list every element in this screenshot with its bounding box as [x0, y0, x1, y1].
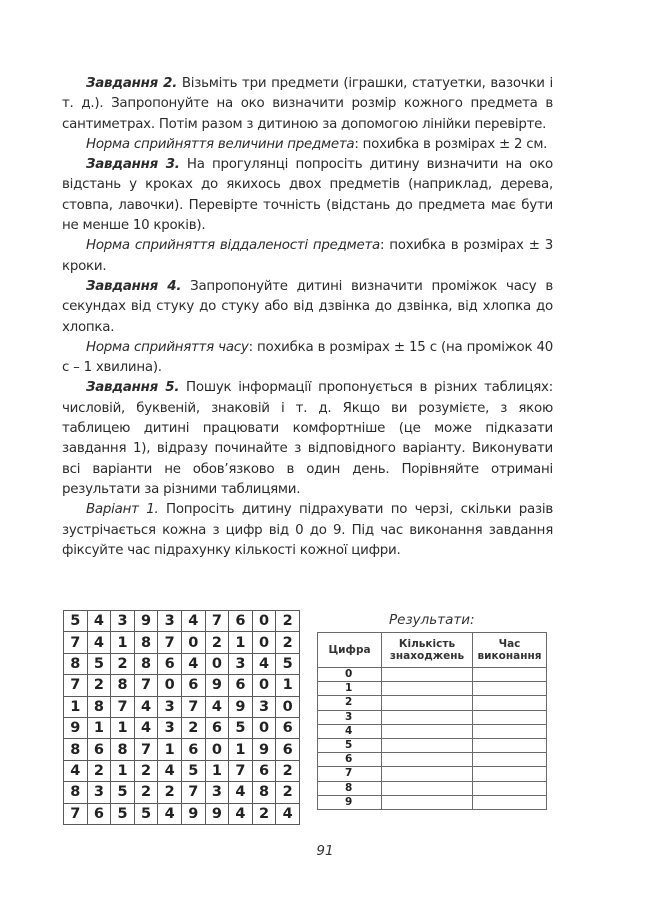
grid-cell: 5 [111, 782, 135, 803]
grid-cell: 1 [158, 739, 182, 760]
grid-cell: 1 [205, 760, 229, 781]
page-text [62, 74, 553, 561]
norm-label: Норма сприйняття величини предмета [86, 136, 355, 152]
grid-cell: 0 [252, 611, 276, 632]
col-digit-header: Цифра [318, 633, 382, 668]
grid-cell: 2 [111, 653, 135, 674]
grid-cell: 4 [252, 653, 276, 674]
paragraph [62, 378, 553, 500]
grid-cell: 0 [252, 675, 276, 696]
grid-cell: 6 [181, 739, 205, 760]
results-count-cell [382, 710, 473, 724]
results-count-cell [382, 724, 473, 738]
results-time-cell [473, 682, 547, 696]
grid-cell: 7 [111, 696, 135, 717]
grid-cell: 2 [87, 675, 111, 696]
results-row [318, 668, 547, 682]
grid-cell: 7 [158, 632, 182, 653]
results-row [318, 795, 547, 809]
grid-cell: 4 [181, 653, 205, 674]
grid-cell: 4 [276, 803, 300, 824]
grid-cell: 2 [205, 632, 229, 653]
grid-cell: 4 [229, 803, 253, 824]
grid-cell: 8 [64, 782, 88, 803]
grid-cell: 1 [229, 739, 253, 760]
grid-cell: 2 [276, 782, 300, 803]
grid-cell: 3 [158, 717, 182, 738]
grid-cell: 2 [87, 760, 111, 781]
grid-cell: 7 [205, 611, 229, 632]
grid-cell: 6 [87, 739, 111, 760]
grid-row [64, 632, 300, 653]
grid-row [64, 675, 300, 696]
results-digit: 0 [318, 668, 382, 682]
grid-cell: 7 [64, 675, 88, 696]
task-heading: Завдання 5. [86, 380, 180, 396]
grid-row [64, 611, 300, 632]
grid-cell: 5 [134, 803, 158, 824]
paragraph [62, 500, 553, 561]
grid-cell: 6 [252, 760, 276, 781]
paragraph-body: Візьміть три предмети (іграшки, статуетки, вазочки і т. д.). Запропонуйте на око визначити розмір кожного предмета в сантиметрах. Потім разом з дитиною за допомогою лінійки перевірте. [62, 76, 553, 132]
grid-cell: 4 [229, 782, 253, 803]
results-digit: 9 [318, 795, 382, 809]
grid-row [64, 803, 300, 824]
results-time-cell [473, 753, 547, 767]
grid-row [64, 717, 300, 738]
results-time-cell [473, 710, 547, 724]
grid-cell: 5 [111, 803, 135, 824]
paragraph [62, 338, 553, 379]
grid-cell: 9 [134, 611, 158, 632]
grid-cell: 7 [229, 760, 253, 781]
norm-label: Норма сприйняття часу [86, 339, 249, 355]
grid-row [64, 760, 300, 781]
grid-cell: 3 [158, 611, 182, 632]
results-digit: 7 [318, 767, 382, 781]
results-count-cell [382, 753, 473, 767]
grid-cell: 4 [64, 760, 88, 781]
grid-cell: 6 [205, 717, 229, 738]
col-time-header: Час виконання [473, 633, 547, 668]
grid-cell: 9 [229, 696, 253, 717]
results-count-cell [382, 682, 473, 696]
grid-cell: 5 [181, 760, 205, 781]
grid-cell: 9 [64, 717, 88, 738]
results-row [318, 682, 547, 696]
paragraph-body: Запропонуйте дитині визначити проміжок часу в секундах від стуку до стуку або від дзвінка до дзвінка, від хлопка до хлопка. [62, 278, 553, 335]
norm-label: Норма сприйняття віддаленості предмета [86, 238, 380, 254]
paragraph [62, 236, 553, 277]
grid-cell: 5 [87, 653, 111, 674]
grid-cell: 4 [134, 696, 158, 717]
task-heading: Завдання 2. [86, 76, 178, 91]
grid-cell: 2 [276, 611, 300, 632]
results-count-cell [382, 781, 473, 795]
grid-cell: 1 [87, 717, 111, 738]
grid-cell: 6 [181, 675, 205, 696]
results-title: Результати: [389, 612, 475, 628]
paragraph [62, 155, 553, 236]
results-count-cell [382, 767, 473, 781]
grid-cell: 0 [252, 717, 276, 738]
grid-cell: 2 [134, 782, 158, 803]
col-count-header: Кількість знаходжень [382, 633, 473, 668]
results-time-cell [473, 781, 547, 795]
results-row [318, 710, 547, 724]
results-row [318, 724, 547, 738]
grid-cell: 6 [276, 739, 300, 760]
results-row [318, 781, 547, 795]
results-time-cell [473, 724, 547, 738]
grid-cell: 6 [276, 717, 300, 738]
results-row [318, 753, 547, 767]
grid-cell: 2 [276, 632, 300, 653]
grid-cell: 2 [181, 717, 205, 738]
grid-cell: 7 [181, 782, 205, 803]
grid-cell: 4 [205, 696, 229, 717]
grid-cell: 8 [134, 653, 158, 674]
grid-cell: 6 [229, 611, 253, 632]
results-digit: 6 [318, 753, 382, 767]
grid-cell: 4 [181, 611, 205, 632]
grid-cell: 3 [205, 782, 229, 803]
grid-cell: 3 [111, 611, 135, 632]
grid-row [64, 739, 300, 760]
grid-cell: 4 [87, 611, 111, 632]
grid-cell: 5 [64, 611, 88, 632]
results-table [317, 632, 547, 810]
grid-cell: 7 [64, 632, 88, 653]
grid-cell: 1 [111, 717, 135, 738]
results-digit: 2 [318, 696, 382, 710]
grid-cell: 6 [229, 675, 253, 696]
grid-cell: 3 [87, 782, 111, 803]
grid-cell: 3 [252, 696, 276, 717]
task-heading: Завдання 4. [86, 278, 182, 294]
paragraph-body: Попросіть дитину підрахувати по черзі, скільки разів зустрічається кожна з цифр від 0 до 9. Під час виконання завдання фіксуйте час підрахунку кількості кожної цифри. [62, 502, 553, 558]
grid-cell: 8 [87, 696, 111, 717]
results-count-cell [382, 696, 473, 710]
grid-cell: 4 [87, 632, 111, 653]
grid-cell: 3 [158, 696, 182, 717]
results-time-cell [473, 738, 547, 752]
grid-cell: 9 [205, 803, 229, 824]
grid-cell: 7 [134, 739, 158, 760]
grid-cell: 8 [252, 782, 276, 803]
grid-cell: 9 [205, 675, 229, 696]
grid-cell: 8 [64, 653, 88, 674]
results-row [318, 767, 547, 781]
results-time-cell [473, 795, 547, 809]
results-digit: 4 [318, 724, 382, 738]
grid-cell: 0 [158, 675, 182, 696]
paragraph [62, 277, 553, 338]
grid-cell: 9 [181, 803, 205, 824]
grid-cell: 8 [111, 675, 135, 696]
variant-label: Варіант 1. [86, 502, 159, 518]
paragraph-body: : похибка в розмірах ± 3 кроки. [62, 238, 553, 274]
results-count-cell [382, 668, 473, 682]
grid-cell: 2 [252, 803, 276, 824]
grid-row [64, 653, 300, 674]
grid-cell: 1 [276, 675, 300, 696]
grid-cell: 1 [64, 696, 88, 717]
page-number: 91 [316, 843, 334, 859]
grid-cell: 4 [158, 803, 182, 824]
grid-cell: 8 [64, 739, 88, 760]
task-heading: Завдання 3. [86, 157, 180, 173]
paragraph-body: Пошук інформації пропонується в різних таблицях: числовій, буквеній, знаковій і т. д. Якщо ви розумієте, з якою таблицею дитині працювати комфортніше (це може підказати завдання 1), відразу починайте з відповідного варіанту. Виконувати всі варіанти не обов’язково в один день. Порівняйте отримані результати за різними таблицями. [62, 380, 553, 497]
results-digit: 5 [318, 738, 382, 752]
grid-cell: 7 [64, 803, 88, 824]
results-time-cell [473, 767, 547, 781]
results-digit: 1 [318, 682, 382, 696]
paragraph [62, 74, 553, 135]
results-row [318, 696, 547, 710]
grid-cell: 2 [158, 782, 182, 803]
results-digit: 3 [318, 710, 382, 724]
grid-cell: 6 [158, 653, 182, 674]
paragraph-body: На прогулянці попросіть дитину визначити на око відстань у кроках до якихось двох предметів (наприклад, дерева, стовпа, лавочки). Перевірте точність (відстань до предмета має бути не менше 10 кроків). [62, 157, 553, 234]
grid-cell: 7 [134, 675, 158, 696]
digit-table [63, 610, 300, 825]
grid-row [64, 782, 300, 803]
grid-cell: 8 [111, 739, 135, 760]
grid-cell: 1 [111, 632, 135, 653]
grid-cell: 1 [229, 632, 253, 653]
results-time-cell [473, 668, 547, 682]
grid-cell: 0 [276, 696, 300, 717]
results-time-cell [473, 696, 547, 710]
results-digit: 8 [318, 781, 382, 795]
grid-cell: 5 [276, 653, 300, 674]
grid-cell: 2 [134, 760, 158, 781]
grid-cell: 0 [205, 739, 229, 760]
grid-row [64, 696, 300, 717]
grid-cell: 0 [252, 632, 276, 653]
results-row [318, 738, 547, 752]
grid-cell: 3 [229, 653, 253, 674]
grid-cell: 0 [181, 632, 205, 653]
grid-cell: 4 [134, 717, 158, 738]
paragraph [62, 135, 553, 155]
grid-cell: 7 [181, 696, 205, 717]
results-count-cell [382, 795, 473, 809]
grid-cell: 2 [276, 760, 300, 781]
grid-cell: 5 [229, 717, 253, 738]
grid-cell: 8 [134, 632, 158, 653]
paragraph-body: : похибка в розмірах ± 2 см. [354, 136, 548, 152]
grid-cell: 6 [87, 803, 111, 824]
grid-cell: 9 [252, 739, 276, 760]
paragraph-body: : похибка в розмірах ± 15 с (на проміжок 40 с – 1 хвилина). [62, 339, 554, 376]
grid-cell: 4 [158, 760, 182, 781]
results-count-cell [382, 738, 473, 752]
grid-cell: 1 [111, 760, 135, 781]
grid-cell: 0 [205, 653, 229, 674]
